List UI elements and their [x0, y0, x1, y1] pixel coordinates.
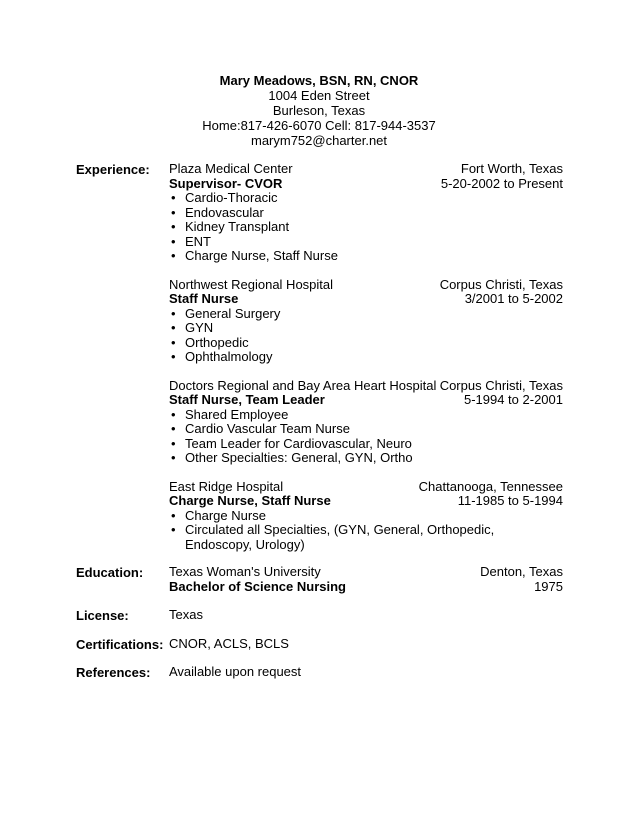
city-state: Burleson, Texas — [272, 103, 366, 118]
job-duty: • ENT — [169, 235, 563, 250]
job-location: Corpus Christi, Texas — [439, 377, 563, 393]
job-entry — [169, 480, 563, 553]
job-duty: • Shared Employee — [169, 408, 563, 423]
job-dates: 5-20-2002 to Present — [440, 175, 563, 191]
education-label: Education: — [76, 565, 144, 580]
job-location: Fort Worth, Texas — [460, 161, 563, 176]
experience-list — [169, 162, 563, 566]
job-employer: Plaza Medical Center — [169, 161, 293, 176]
job-entry — [169, 278, 563, 365]
job-location: Chattanooga, Tennessee — [418, 478, 563, 494]
job-entry — [169, 162, 563, 264]
job-duty: • Cardio-Thoracic — [169, 191, 563, 206]
job-duty: • Team Leader for Cardiovascular, Neuro — [169, 437, 563, 452]
job-duty: • Ophthalmology — [169, 350, 563, 365]
job-employer: Doctors Regional and Bay Area Heart Hospital — [169, 377, 437, 393]
job-dates: 11-1985 to 5-1994 — [457, 493, 563, 508]
job-duty: • General Surgery — [169, 307, 563, 322]
job-duty: • Circulated all Specialties, (GYN, General, Orthopedic, Endoscopy, Urology) — [169, 523, 563, 552]
education-entry — [169, 565, 563, 594]
job-title: Supervisor- CVOR — [169, 175, 283, 191]
graduation-year: 1975 — [534, 578, 563, 594]
job-duty: • Endovascular — [169, 206, 563, 221]
candidate-name: Mary Meadows, BSN, RN, CNOR — [219, 73, 419, 88]
job-duty: • Cardio Vascular Team Nurse — [169, 422, 563, 437]
certifications-value: CNOR, ACLS, BCLS — [169, 636, 289, 651]
school-location: Denton, Texas — [480, 564, 563, 579]
job-employer: East Ridge Hospital — [169, 478, 284, 494]
job-duty: • GYN — [169, 321, 563, 336]
job-location: Corpus Christi, Texas — [439, 276, 563, 292]
job-duty: • Orthopedic — [169, 336, 563, 351]
job-entry — [169, 379, 563, 466]
email-address: marym752@charter.net — [250, 133, 388, 148]
phone-numbers: Home:817-426-6070 Cell: 817-944-3537 — [202, 118, 436, 133]
experience-label: Experience: — [76, 162, 150, 177]
license-value: Texas — [169, 607, 203, 622]
job-dates: 3/2001 to 5-2002 — [464, 291, 563, 306]
resume-header — [0, 73, 638, 148]
degree-name: Bachelor of Science Nursing — [169, 578, 346, 594]
school-name: Texas Woman's University — [169, 564, 321, 579]
job-duty: • Charge Nurse — [169, 509, 563, 524]
job-dates: 5-1994 to 2-2001 — [463, 392, 563, 407]
street-address: 1004 Eden Street — [268, 88, 370, 103]
license-label: License: — [76, 608, 129, 623]
references-label: References: — [76, 665, 151, 680]
job-duty: • Other Specialties: General, GYN, Ortho — [169, 451, 563, 466]
job-duty: • Charge Nurse, Staff Nurse — [169, 249, 563, 264]
job-duty: • Kidney Transplant — [169, 220, 563, 235]
references-value: Available upon request — [169, 664, 302, 679]
job-employer: Northwest Regional Hospital — [169, 276, 334, 292]
certifications-label: Certifications: — [76, 637, 164, 652]
job-title: Charge Nurse, Staff Nurse — [169, 493, 331, 508]
job-title: Staff Nurse, Team Leader — [169, 392, 325, 407]
job-title: Staff Nurse — [169, 291, 239, 306]
